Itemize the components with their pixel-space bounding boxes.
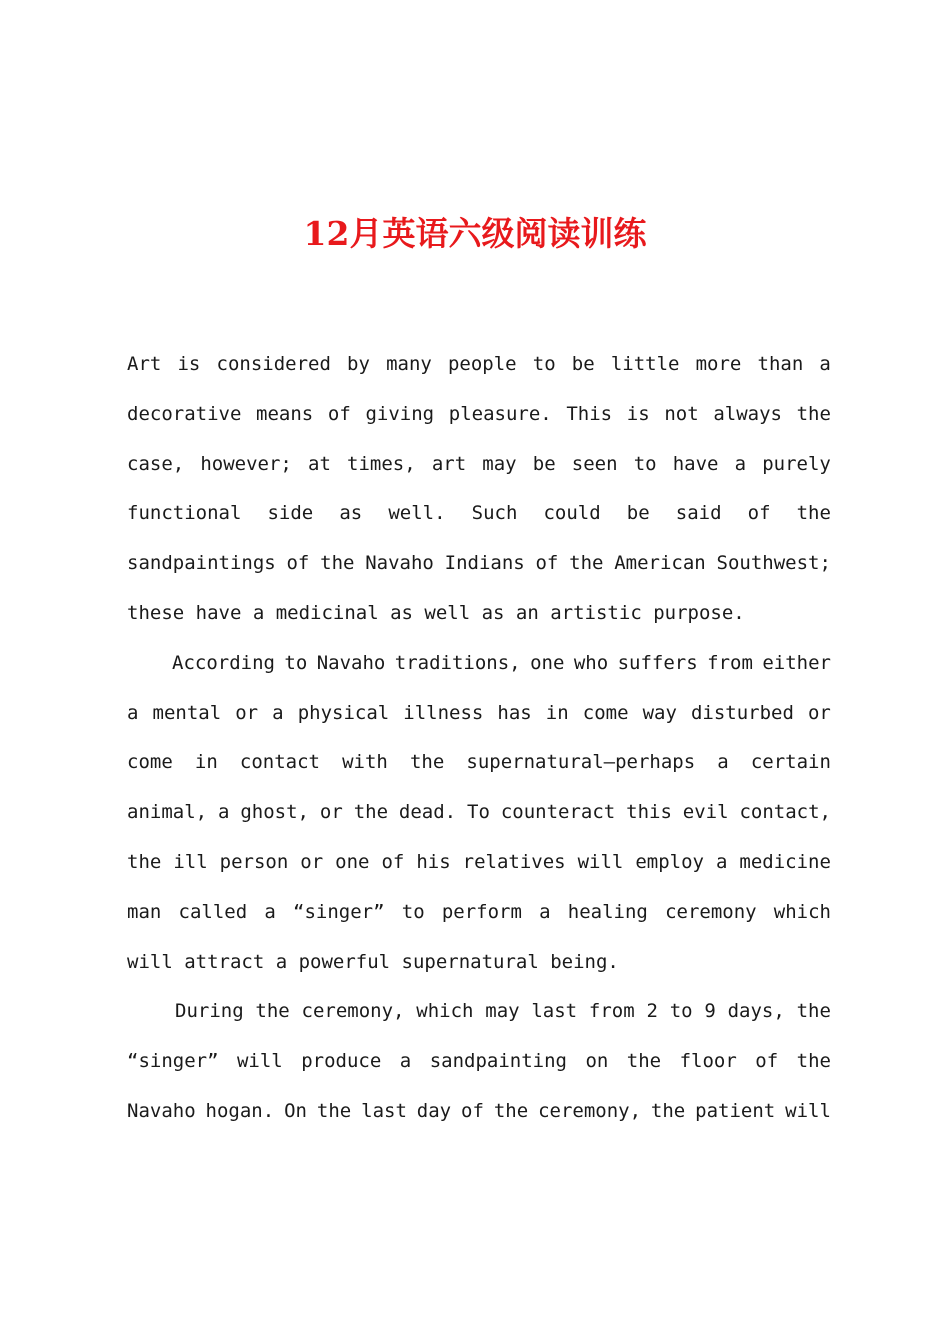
word: certain (750, 751, 831, 774)
word: to (669, 1000, 693, 1023)
word: days, (727, 1000, 785, 1023)
word: American (614, 552, 706, 575)
word: considered (216, 353, 331, 375)
word: of (755, 1050, 779, 1073)
word: the (796, 502, 831, 525)
word: medicine (739, 850, 831, 873)
word: many (386, 353, 432, 375)
word: with (342, 751, 388, 774)
word: of (327, 402, 351, 425)
word: 2 (646, 1000, 658, 1023)
word: however; (200, 452, 292, 475)
text-line (127, 340, 831, 390)
word: little (610, 353, 680, 375)
word: the (127, 850, 162, 873)
text-line: will attract a powerful supernatural being. (127, 950, 619, 973)
word: to (532, 353, 556, 375)
word: the (255, 1000, 290, 1023)
word: side (267, 502, 314, 525)
word: the (796, 402, 831, 425)
word: on (585, 1050, 609, 1073)
word: the (320, 552, 355, 575)
word: patient (695, 1099, 776, 1122)
word: in (545, 701, 569, 724)
word: from (707, 651, 753, 674)
word: well. (388, 502, 446, 525)
word: illness (403, 701, 484, 724)
word: will (785, 1099, 831, 1122)
word: way (642, 701, 677, 724)
word: said (675, 502, 722, 525)
word: Art (127, 353, 162, 375)
word: a (819, 353, 831, 375)
word: the (493, 1099, 529, 1122)
word: hogan. (205, 1099, 275, 1122)
word: floor (679, 1050, 737, 1073)
word: traditions, (394, 651, 521, 674)
word: by (347, 353, 370, 375)
word: this (626, 801, 672, 824)
word: from (588, 1000, 635, 1023)
word: one (335, 850, 370, 873)
word: the (650, 1099, 686, 1122)
text-line (127, 539, 831, 589)
word: people (447, 353, 517, 375)
word: perform (441, 900, 522, 923)
word: has (497, 701, 532, 724)
word: or (300, 850, 324, 873)
word: To (467, 801, 490, 824)
document-title: 12月英语六级阅读训练 (303, 214, 647, 253)
word: a (272, 701, 284, 724)
word: the (796, 1050, 831, 1073)
word: his (416, 850, 451, 873)
word: disturbed (690, 701, 794, 724)
word: healing (567, 900, 648, 923)
word: may (482, 452, 517, 475)
paragraph (127, 987, 831, 1136)
word: last (361, 1099, 407, 1122)
word: at (308, 452, 331, 475)
word: or (807, 701, 831, 724)
word: functional (127, 502, 242, 525)
word: or (235, 701, 259, 724)
word: According (172, 651, 275, 674)
text-line (127, 888, 831, 938)
word: purely (762, 452, 831, 475)
word: 9 (704, 1000, 716, 1023)
word: Navaho (127, 1099, 196, 1122)
word: be (626, 502, 650, 525)
word: a (734, 452, 747, 475)
word: seen (571, 452, 618, 475)
word: of (747, 502, 771, 525)
word: a (539, 900, 551, 923)
text-line (127, 440, 831, 490)
word: giving (365, 402, 435, 425)
word: sandpainting (429, 1050, 567, 1073)
word: always (713, 402, 782, 425)
word: art (431, 452, 467, 475)
word: Navaho (365, 552, 434, 575)
word: person (219, 850, 289, 873)
word: “singer” (127, 1050, 219, 1073)
word: be (532, 452, 556, 475)
text-line (127, 738, 831, 788)
word: a (264, 900, 276, 923)
word: mental (152, 701, 222, 724)
text-line (127, 788, 831, 838)
word: “singer” (293, 900, 385, 923)
word: will (236, 1050, 283, 1073)
word: to (284, 651, 308, 674)
word: the (353, 801, 389, 824)
word: ceremony, (301, 1000, 405, 1023)
text-line (127, 838, 831, 888)
text-line (127, 1087, 831, 1137)
word: the (316, 1099, 352, 1122)
word: more (695, 353, 742, 375)
word: as (339, 502, 363, 525)
word: supernatural—perhaps (466, 751, 696, 774)
word: is (626, 402, 650, 425)
word: During (175, 1000, 244, 1023)
text-line (127, 489, 831, 539)
word: decorative (127, 402, 242, 425)
word: dead. (398, 801, 457, 824)
word: either (762, 651, 831, 674)
word: which (416, 1000, 474, 1023)
word: contact (239, 751, 320, 774)
paragraph (127, 340, 831, 639)
word: contact, (739, 801, 831, 824)
word: means (256, 402, 314, 425)
word: be (571, 353, 595, 375)
word: not (664, 402, 699, 425)
word: could (543, 502, 601, 525)
word: On (284, 1099, 307, 1122)
word: day (416, 1099, 452, 1122)
word: of (286, 552, 310, 575)
word: ceremony (665, 900, 757, 923)
word: a (715, 850, 728, 873)
text-line (127, 390, 831, 440)
word: evil (682, 801, 729, 824)
word: the (409, 751, 445, 774)
word: who (573, 651, 609, 674)
word: have (672, 452, 719, 475)
word: come (127, 751, 173, 774)
document-body (127, 340, 831, 1137)
word: man (127, 900, 162, 923)
word: sandpaintings (127, 552, 276, 575)
word: called (178, 900, 248, 923)
word: suffers (617, 651, 698, 674)
text-line (127, 987, 831, 1037)
word: Southwest; (716, 552, 831, 575)
word: the (626, 1050, 662, 1073)
word: ill (173, 850, 208, 873)
paragraph (127, 639, 831, 988)
word: or (319, 801, 343, 824)
word: one (530, 651, 565, 674)
word: may (485, 1000, 520, 1023)
word: Navaho (316, 651, 386, 674)
word: employ (635, 850, 704, 873)
word: is (177, 353, 201, 375)
word: to (633, 452, 657, 475)
word: times, (347, 452, 416, 475)
text-line: these have a medicinal as well as an artistic purpose. (127, 601, 745, 624)
word: in (194, 751, 218, 774)
word: than (757, 353, 804, 375)
word: Such (471, 502, 518, 525)
word: relatives (462, 850, 566, 873)
text-line (127, 639, 831, 689)
word: a (217, 801, 230, 824)
text-line (127, 1037, 831, 1087)
word: a (717, 751, 729, 774)
word: which (773, 900, 831, 923)
word: animal, (127, 801, 208, 824)
word: ceremony, (538, 1099, 642, 1122)
text-line (127, 689, 831, 739)
word: of (381, 850, 405, 873)
word: last (531, 1000, 578, 1023)
word: of (535, 552, 559, 575)
word: produce (301, 1050, 382, 1073)
word: pleasure. (448, 402, 552, 425)
word: a (127, 701, 139, 724)
word: a (399, 1050, 412, 1073)
word: of (461, 1099, 484, 1122)
word: come (582, 701, 629, 724)
word: ghost, (240, 801, 309, 824)
word: physical (297, 701, 390, 724)
word: the (569, 552, 604, 575)
word: to (401, 900, 425, 923)
word: Indians (444, 552, 525, 575)
word: the (796, 1000, 831, 1023)
word: counteract (500, 801, 616, 824)
word: This (566, 402, 613, 425)
word: case, (127, 452, 185, 475)
word: will (577, 850, 624, 873)
